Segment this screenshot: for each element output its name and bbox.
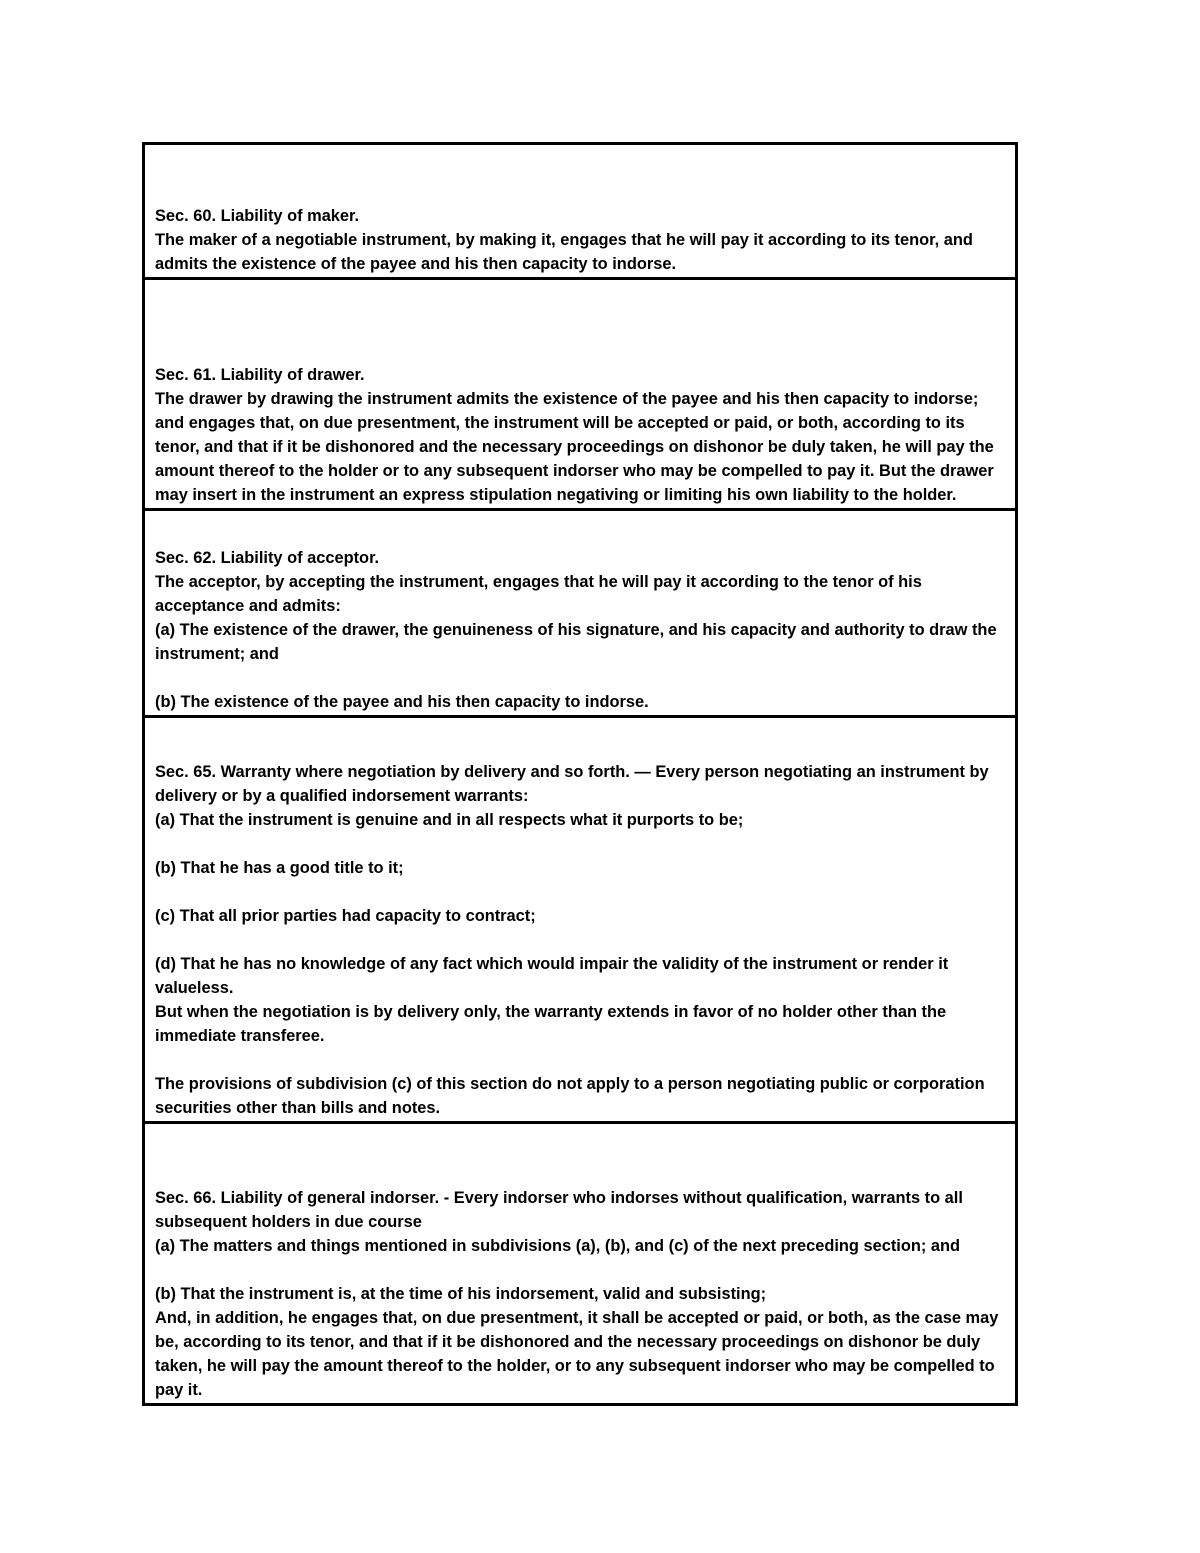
section-65-proviso: But when the negotiation is by delivery only, the warranty extends in favor of no holder other than the immediate transferee. bbox=[155, 1003, 947, 1045]
blank-line bbox=[155, 832, 1005, 856]
section-66-item-b: (b) That the instrument is, at the time of his indorsement, valid and subsisting; bbox=[155, 1285, 767, 1303]
section-62-title: Sec. 62. Liability of acceptor. bbox=[155, 549, 380, 567]
blank-line bbox=[155, 1048, 1005, 1072]
section-66-cell bbox=[145, 1121, 1015, 1403]
section-61-title: Sec. 61. Liability of drawer. bbox=[155, 366, 365, 384]
section-65-cell bbox=[145, 715, 1015, 1121]
section-66-item-a: (a) The matters and things mentioned in subdivisions (a), (b), and (c) of the next preceding section; and bbox=[155, 1237, 961, 1255]
section-60-cell bbox=[145, 145, 1015, 277]
section-65-item-b: (b) That he has a good title to it; bbox=[155, 859, 404, 877]
section-65-item-d: (d) That he has no knowledge of any fact which would impair the validity of the instrument or render it valueless. bbox=[155, 955, 949, 997]
section-65-title: Sec. 65. Warranty where negotiation by delivery and so forth. — Every person negotiating an instrument by delivery or by a qualified indorsement warrants: bbox=[155, 763, 989, 805]
blank-line bbox=[155, 666, 1005, 690]
section-66-closing: And, in addition, he engages that, on due presentment, it shall be accepted or paid, or both, as the case may be, according to its tenor, and that if it be dishonored and the necessary proceedings on dishonor be duly taken, he will pay the amount thereof to the holder, or to any subsequent indorser who may be compelled to pay it. bbox=[155, 1309, 999, 1399]
blank-line bbox=[155, 1258, 1005, 1282]
sections-table bbox=[142, 142, 1018, 1406]
section-62-body: The acceptor, by accepting the instrument, engages that he will pay it according to the tenor of his acceptance and admits: bbox=[155, 573, 922, 615]
section-65-item-a: (a) That the instrument is genuine and in all respects what it purports to be; bbox=[155, 811, 744, 829]
section-60-body: The maker of a negotiable instrument, by making it, engages that he will pay it according to its tenor, and admits the existence of the payee and his then capacity to indorse. bbox=[155, 231, 973, 273]
section-62-item-b: (b) The existence of the payee and his then capacity to indorse. bbox=[155, 693, 649, 711]
section-65-closing: The provisions of subdivision (c) of this section do not apply to a person negotiating public or corporation securities other than bills and notes. bbox=[155, 1075, 985, 1117]
blank-line bbox=[155, 928, 1005, 952]
section-61-body: The drawer by drawing the instrument admits the existence of the payee and his then capacity to indorse; and engages that, on due presentment, the instrument will be accepted or paid, or both, according to its tenor, and that if it be dishonored and the necessary proceedings on dishonor be duly taken, he will pay the amount thereof to the holder or to any subsequent indorser who may be compelled to pay it. But the drawer may insert in the instrument an express stipulation negativing or limiting his own liability to the holder. bbox=[155, 390, 994, 504]
section-65-item-c: (c) That all prior parties had capacity to contract; bbox=[155, 907, 536, 925]
section-60-title: Sec. 60. Liability of maker. bbox=[155, 207, 360, 225]
blank-line bbox=[155, 880, 1005, 904]
section-62-item-a: (a) The existence of the drawer, the genuineness of his signature, and his capacity and authority to draw the instrument; and bbox=[155, 621, 997, 663]
section-66-title: Sec. 66. Liability of general indorser. - Every indorser who indorses without qualification, warrants to all subsequent holders in due course bbox=[155, 1189, 963, 1231]
section-61-cell bbox=[145, 277, 1015, 508]
section-62-cell bbox=[145, 508, 1015, 715]
